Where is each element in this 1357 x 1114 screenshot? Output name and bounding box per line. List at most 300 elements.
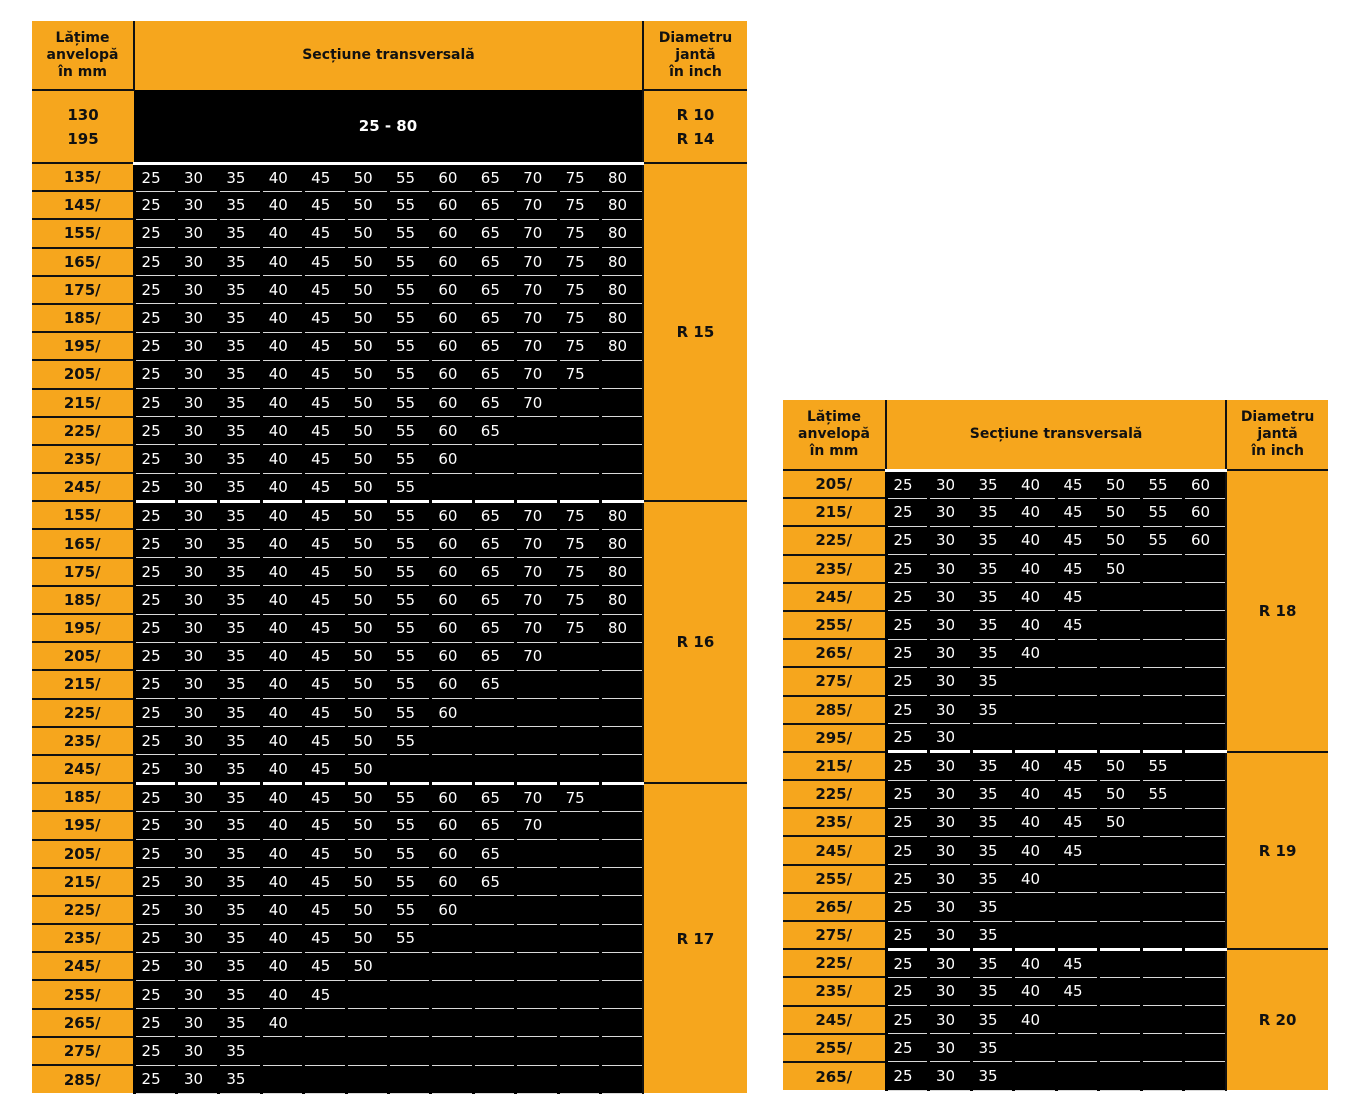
aspect-ratio-cell: 50 [346, 276, 388, 304]
rim-header-line: Diametru [1240, 409, 1315, 425]
aspect-ratio-cell: 25 [886, 1034, 929, 1062]
aspect-ratio-cell: 75 [558, 783, 600, 811]
aspect-ratio-cell: 30 [176, 586, 218, 614]
size-row [32, 699, 747, 727]
empty-cell [1141, 724, 1184, 752]
empty-cell [1184, 696, 1227, 724]
aspect-ratio-cell: 30 [929, 470, 972, 498]
empty-cell [516, 1009, 558, 1037]
empty-cell [601, 360, 643, 388]
aspect-ratio-cell: 70 [516, 191, 558, 219]
aspect-ratio-cell: 35 [971, 667, 1014, 695]
aspect-ratio-cell: 50 [346, 219, 388, 247]
aspect-ratio-cell: 45 [304, 783, 346, 811]
aspect-ratio-cell: 35 [219, 529, 261, 557]
aspect-ratio-cell: 30 [176, 896, 218, 924]
aspect-ratio-cell: 65 [473, 868, 515, 896]
aspect-ratio-cell: 55 [1141, 752, 1184, 780]
empty-cell [1184, 921, 1227, 949]
empty-cell [261, 1037, 303, 1065]
empty-cell [516, 980, 558, 1008]
aspect-ratio-cell: 25 [886, 611, 929, 639]
aspect-ratio-cell: 35 [971, 696, 1014, 724]
aspect-ratio-cell: 65 [473, 304, 515, 332]
empty-cell [558, 1009, 600, 1037]
empty-cell [1141, 808, 1184, 836]
empty-cell [346, 1037, 388, 1065]
empty-cell [516, 868, 558, 896]
width-cell: 235/ [32, 727, 134, 755]
empty-cell [516, 755, 558, 783]
width-cell: 275/ [783, 667, 886, 695]
empty-cell [1099, 724, 1142, 752]
aspect-ratio-cell: 30 [176, 191, 218, 219]
header-row [783, 400, 1328, 470]
aspect-ratio-cell: 30 [176, 360, 218, 388]
aspect-ratio-cell: 30 [176, 501, 218, 529]
width-range-top: 130 [67, 105, 99, 124]
empty-cell [473, 980, 515, 1008]
empty-cell [1141, 921, 1184, 949]
aspect-ratio-cell: 30 [176, 783, 218, 811]
empty-cell [1141, 639, 1184, 667]
width-cell: 205/ [32, 642, 134, 670]
size-row [32, 529, 747, 557]
aspect-ratio-cell: 35 [971, 865, 1014, 893]
empty-cell [516, 924, 558, 952]
aspect-ratio-cell: 70 [516, 163, 558, 191]
aspect-ratio-cell: 30 [176, 248, 218, 276]
empty-cell [1099, 639, 1142, 667]
empty-cell [473, 896, 515, 924]
aspect-ratio-cell: 45 [304, 360, 346, 388]
right-size-table [783, 400, 1328, 1091]
empty-cell [473, 727, 515, 755]
empty-cell [516, 1065, 558, 1093]
aspect-ratio-cell: 80 [601, 191, 643, 219]
aspect-ratio-cell: 60 [431, 332, 473, 360]
size-row [32, 952, 747, 980]
empty-cell [558, 952, 600, 980]
empty-cell [1099, 893, 1142, 921]
aspect-ratio-cell: 30 [176, 614, 218, 642]
empty-cell [601, 840, 643, 868]
aspect-ratio-cell: 45 [304, 445, 346, 473]
aspect-ratio-cell: 35 [971, 752, 1014, 780]
empty-cell [1099, 921, 1142, 949]
width-cell: 295/ [783, 724, 886, 752]
aspect-ratio-cell: 35 [219, 191, 261, 219]
aspect-ratio-cell: 40 [261, 248, 303, 276]
rim-diameter-cell: R 17 [643, 783, 747, 1093]
size-row [32, 1065, 747, 1093]
rim-diameter-cell: R 18 [1226, 470, 1328, 752]
aspect-ratio-cell: 40 [1014, 780, 1057, 808]
aspect-ratio-cell: 55 [388, 586, 430, 614]
empty-cell [1141, 836, 1184, 864]
aspect-ratio-cell: 60 [431, 417, 473, 445]
aspect-ratio-cell: 30 [176, 1037, 218, 1065]
aspect-ratio-cell: 50 [346, 529, 388, 557]
aspect-ratio-cell: 35 [971, 583, 1014, 611]
empty-cell [516, 727, 558, 755]
aspect-ratio-cell: 35 [219, 417, 261, 445]
aspect-ratio-cell: 25 [134, 304, 176, 332]
aspect-ratio-cell: 35 [219, 727, 261, 755]
width-cell: 245/ [32, 755, 134, 783]
rim-diameter-cell: R 15 [643, 163, 747, 501]
aspect-ratio-cell: 55 [388, 727, 430, 755]
empty-cell [601, 727, 643, 755]
empty-cell [601, 868, 643, 896]
header-row [32, 21, 747, 90]
aspect-ratio-cell: 75 [558, 529, 600, 557]
aspect-ratio-cell: 30 [929, 780, 972, 808]
aspect-ratio-cell: 25 [134, 1009, 176, 1037]
aspect-ratio-cell: 60 [431, 501, 473, 529]
width-cell: 255/ [783, 1034, 886, 1062]
aspect-ratio-cell: 50 [346, 896, 388, 924]
aspect-ratio-cell: 55 [1141, 498, 1184, 526]
aspect-ratio-cell: 45 [304, 501, 346, 529]
empty-cell [516, 417, 558, 445]
aspect-ratio-cell: 80 [601, 332, 643, 360]
empty-cell [1099, 1034, 1142, 1062]
aspect-ratio-cell: 30 [176, 529, 218, 557]
aspect-ratio-cell: 50 [346, 868, 388, 896]
empty-cell [1184, 1062, 1227, 1090]
aspect-ratio-cell: 60 [1184, 470, 1227, 498]
empty-cell [601, 783, 643, 811]
empty-cell [1099, 611, 1142, 639]
width-cell: 205/ [32, 840, 134, 868]
rim-header-line: jantă [675, 46, 716, 63]
aspect-ratio-cell: 50 [346, 924, 388, 952]
aspect-ratio-cell: 40 [261, 868, 303, 896]
aspect-ratio-cell: 25 [886, 555, 929, 583]
aspect-ratio-cell: 65 [473, 389, 515, 417]
size-row [32, 360, 747, 388]
aspect-ratio-cell: 40 [1014, 865, 1057, 893]
aspect-ratio-cell: 45 [1056, 498, 1099, 526]
empty-cell [558, 417, 600, 445]
aspect-ratio-cell: 30 [176, 558, 218, 586]
rim-header-line: în inch [669, 63, 722, 80]
aspect-ratio-cell: 40 [261, 304, 303, 332]
aspect-ratio-cell: 35 [219, 896, 261, 924]
aspect-ratio-cell: 30 [929, 583, 972, 611]
aspect-ratio-cell: 60 [431, 586, 473, 614]
aspect-ratio-cell: 55 [388, 191, 430, 219]
aspect-ratio-cell: 25 [886, 977, 929, 1005]
aspect-ratio-cell: 25 [134, 670, 176, 698]
aspect-ratio-cell: 35 [971, 977, 1014, 1005]
aspect-ratio-cell: 40 [1014, 526, 1057, 554]
width-cell: 275/ [32, 1037, 134, 1065]
aspect-ratio-cell: 45 [304, 670, 346, 698]
aspect-ratio-cell: 50 [346, 332, 388, 360]
width-cell: 135/ [32, 163, 134, 191]
aspect-ratio-cell: 70 [516, 219, 558, 247]
aspect-ratio-cell: 35 [971, 836, 1014, 864]
aspect-ratio-cell: 35 [971, 1006, 1014, 1034]
empty-cell [388, 1065, 430, 1093]
width-cell: 225/ [783, 780, 886, 808]
section-column-header: Secțiune transversală [134, 21, 643, 90]
aspect-ratio-cell: 25 [134, 417, 176, 445]
empty-cell [601, 1037, 643, 1065]
aspect-ratio-cell: 40 [261, 445, 303, 473]
aspect-ratio-cell: 60 [431, 642, 473, 670]
aspect-ratio-cell: 25 [134, 868, 176, 896]
empty-cell [601, 952, 643, 980]
aspect-ratio-cell: 30 [176, 811, 218, 839]
aspect-ratio-cell: 40 [261, 389, 303, 417]
aspect-ratio-cell: 35 [219, 360, 261, 388]
aspect-ratio-cell: 25 [886, 893, 929, 921]
aspect-ratio-cell: 50 [346, 586, 388, 614]
size-row [32, 473, 747, 501]
size-row [32, 1009, 747, 1037]
rim-diameter-cell: R 16 [643, 501, 747, 783]
empty-cell [473, 755, 515, 783]
empty-cell [558, 727, 600, 755]
aspect-ratio-cell: 50 [346, 783, 388, 811]
aspect-ratio-cell: 60 [431, 811, 473, 839]
empty-cell [431, 952, 473, 980]
width-cell: 205/ [32, 360, 134, 388]
aspect-ratio-cell: 40 [261, 558, 303, 586]
aspect-ratio-cell: 35 [219, 980, 261, 1008]
empty-cell [1056, 696, 1099, 724]
aspect-ratio-cell: 30 [176, 219, 218, 247]
width-cell: 215/ [32, 670, 134, 698]
aspect-ratio-cell: 40 [1014, 836, 1057, 864]
aspect-ratio-cell: 50 [1099, 752, 1142, 780]
aspect-ratio-cell: 80 [601, 163, 643, 191]
empty-cell [1056, 724, 1099, 752]
aspect-ratio-cell: 35 [219, 276, 261, 304]
aspect-ratio-cell: 65 [473, 191, 515, 219]
aspect-ratio-cell: 25 [134, 163, 176, 191]
empty-cell [431, 1037, 473, 1065]
aspect-ratio-cell: 35 [219, 304, 261, 332]
rim-diameter-cell: R 20 [1226, 949, 1328, 1090]
aspect-ratio-cell: 25 [134, 1065, 176, 1093]
aspect-ratio-cell: 55 [388, 332, 430, 360]
width-cell: 165/ [32, 248, 134, 276]
width-header-line: anvelopă [798, 426, 870, 442]
aspect-ratio-cell: 45 [1056, 808, 1099, 836]
aspect-ratio-cell: 55 [388, 811, 430, 839]
aspect-ratio-cell: 45 [304, 727, 346, 755]
empty-cell [1184, 639, 1227, 667]
rim-column-header [1226, 400, 1328, 470]
aspect-ratio-cell: 45 [304, 896, 346, 924]
aspect-ratio-cell: 35 [219, 614, 261, 642]
size-row [32, 219, 747, 247]
empty-cell [1014, 1062, 1057, 1090]
size-row [32, 642, 747, 670]
empty-cell [1099, 696, 1142, 724]
size-row [32, 304, 747, 332]
aspect-ratio-cell: 55 [388, 529, 430, 557]
aspect-ratio-cell: 70 [516, 360, 558, 388]
aspect-ratio-cell: 60 [1184, 526, 1227, 554]
aspect-ratio-cell: 25 [886, 921, 929, 949]
aspect-ratio-cell: 25 [886, 639, 929, 667]
empty-cell [1099, 836, 1142, 864]
aspect-ratio-cell: 50 [346, 755, 388, 783]
aspect-ratio-cell: 65 [473, 811, 515, 839]
width-cell: 235/ [32, 924, 134, 952]
aspect-ratio-cell: 75 [558, 360, 600, 388]
empty-cell [1184, 977, 1227, 1005]
aspect-ratio-cell: 25 [134, 727, 176, 755]
aspect-ratio-cell: 25 [886, 526, 929, 554]
aspect-ratio-cell: 25 [886, 865, 929, 893]
size-row [32, 417, 747, 445]
empty-cell [1141, 1062, 1184, 1090]
aspect-ratio-cell: 40 [261, 332, 303, 360]
aspect-ratio-cell: 45 [304, 417, 346, 445]
aspect-ratio-cell: 55 [388, 276, 430, 304]
aspect-ratio-cell: 45 [304, 642, 346, 670]
aspect-ratio-cell: 35 [971, 526, 1014, 554]
rim-header-line: jantă [1257, 426, 1298, 442]
aspect-ratio-cell: 65 [473, 163, 515, 191]
empty-cell [558, 389, 600, 417]
aspect-ratio-cell: 30 [176, 163, 218, 191]
empty-cell [304, 1037, 346, 1065]
empty-cell [431, 980, 473, 1008]
aspect-ratio-cell: 45 [1056, 836, 1099, 864]
empty-cell [1184, 893, 1227, 921]
aspect-ratio-cell: 45 [304, 614, 346, 642]
aspect-ratio-cell: 30 [929, 1034, 972, 1062]
aspect-ratio-cell: 35 [219, 163, 261, 191]
empty-cell [1184, 1034, 1227, 1062]
aspect-ratio-cell: 45 [304, 276, 346, 304]
aspect-ratio-cell: 75 [558, 163, 600, 191]
empty-cell [971, 724, 1014, 752]
empty-cell [516, 670, 558, 698]
aspect-ratio-cell: 30 [929, 893, 972, 921]
aspect-ratio-cell: 35 [219, 952, 261, 980]
empty-cell [1099, 1062, 1142, 1090]
aspect-ratio-cell: 45 [304, 699, 346, 727]
width-cell: 245/ [32, 952, 134, 980]
aspect-ratio-cell: 50 [346, 445, 388, 473]
aspect-ratio-cell: 40 [1014, 639, 1057, 667]
aspect-ratio-cell: 25 [886, 724, 929, 752]
empty-cell [473, 699, 515, 727]
empty-cell [558, 755, 600, 783]
aspect-ratio-cell: 35 [219, 670, 261, 698]
aspect-ratio-cell: 70 [516, 586, 558, 614]
aspect-ratio-cell: 30 [176, 670, 218, 698]
aspect-ratio-cell: 30 [929, 498, 972, 526]
size-row [32, 248, 747, 276]
aspect-ratio-cell: 60 [431, 699, 473, 727]
aspect-ratio-cell: 40 [1014, 949, 1057, 977]
empty-cell [1141, 583, 1184, 611]
aspect-ratio-cell: 35 [971, 808, 1014, 836]
rim-header-line: Diametru [658, 29, 733, 46]
empty-cell [346, 1065, 388, 1093]
aspect-ratio-cell: 60 [1184, 498, 1227, 526]
aspect-ratio-cell: 45 [1056, 780, 1099, 808]
empty-cell [601, 980, 643, 1008]
aspect-ratio-cell: 70 [516, 783, 558, 811]
width-cell: 275/ [783, 921, 886, 949]
aspect-ratio-cell: 65 [473, 840, 515, 868]
aspect-ratio-cell: 75 [558, 219, 600, 247]
aspect-ratio-cell: 25 [134, 1037, 176, 1065]
aspect-ratio-cell: 50 [346, 952, 388, 980]
aspect-ratio-cell: 35 [219, 699, 261, 727]
aspect-ratio-cell: 30 [176, 924, 218, 952]
aspect-ratio-cell: 70 [516, 529, 558, 557]
aspect-ratio-cell: 35 [971, 949, 1014, 977]
aspect-ratio-cell: 30 [176, 840, 218, 868]
empty-cell [1099, 865, 1142, 893]
aspect-ratio-cell: 35 [219, 248, 261, 276]
empty-cell [388, 980, 430, 1008]
empty-cell [601, 473, 643, 501]
aspect-ratio-cell: 25 [134, 783, 176, 811]
aspect-ratio-cell: 40 [261, 529, 303, 557]
aspect-ratio-cell: 65 [473, 558, 515, 586]
aspect-ratio-cell: 60 [431, 670, 473, 698]
aspect-ratio-cell: 40 [261, 924, 303, 952]
empty-cell [1184, 583, 1227, 611]
empty-cell [388, 952, 430, 980]
aspect-ratio-cell: 50 [346, 360, 388, 388]
width-range-cell [32, 90, 134, 163]
width-cell: 175/ [32, 276, 134, 304]
empty-cell [1056, 1062, 1099, 1090]
size-row [32, 558, 747, 586]
aspect-ratio-cell: 55 [388, 417, 430, 445]
size-row [32, 727, 747, 755]
empty-cell [473, 1065, 515, 1093]
width-cell: 205/ [783, 470, 886, 498]
size-row [32, 276, 747, 304]
size-row [32, 840, 747, 868]
empty-cell [516, 699, 558, 727]
aspect-ratio-cell: 55 [388, 783, 430, 811]
section-column-header: Secțiune transversală [886, 400, 1226, 470]
aspect-ratio-cell: 60 [431, 896, 473, 924]
width-cell: 225/ [783, 949, 886, 977]
aspect-ratio-cell: 70 [516, 811, 558, 839]
empty-cell [1099, 667, 1142, 695]
width-cell: 215/ [783, 752, 886, 780]
empty-cell [601, 389, 643, 417]
width-column-header [783, 400, 886, 470]
aspect-ratio-cell: 80 [601, 529, 643, 557]
empty-cell [601, 417, 643, 445]
aspect-ratio-cell: 60 [431, 248, 473, 276]
width-header-line: în mm [58, 63, 107, 80]
empty-cell [388, 1037, 430, 1065]
empty-cell [516, 1037, 558, 1065]
aspect-ratio-cell: 40 [1014, 977, 1057, 1005]
width-cell: 195/ [32, 332, 134, 360]
aspect-ratio-cell: 30 [176, 389, 218, 417]
aspect-ratio-cell: 25 [134, 755, 176, 783]
